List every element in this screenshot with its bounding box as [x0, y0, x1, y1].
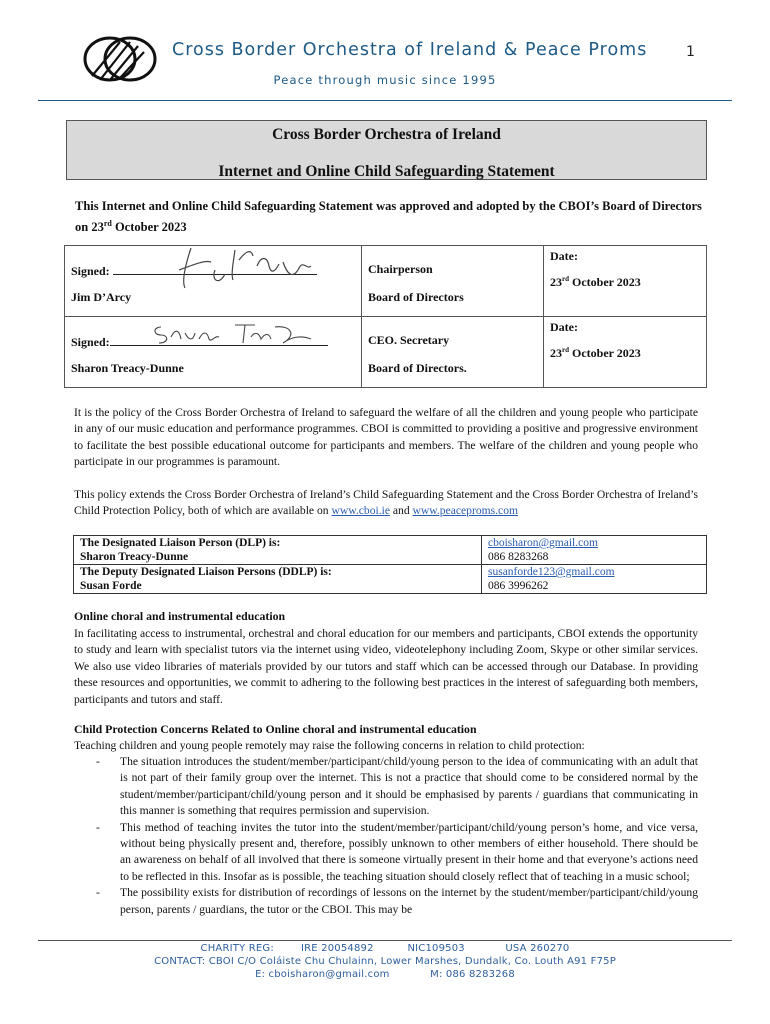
date-cell — [544, 317, 707, 388]
section-body-online-education: In facilitating access to instrumental, orchestral and choral education for our members and participants, CBOI extends the opportunity to study and learn with specialist tutors via the internet using video, videotelephony including Zoom, Skype or other similar services. We also use video libraries of materials provided by our tutors and staff which can be accessed through our Database. In providing these resources and opportunities, we commit to adhering to the following best practices in the interest of safeguarding both members, participants and tutors and staff. — [74, 627, 698, 706]
role-board: Board of Directors. — [368, 361, 467, 375]
table-row — [74, 565, 707, 594]
signatory-name: Jim D’Arcy — [71, 290, 132, 304]
role-title: CEO. Secretary — [368, 333, 450, 347]
footer-email-phone: E: cboisharon@gmail.com M: 086 8283268 — [255, 969, 515, 980]
section-heading-online-education: Online choral and instrumental education — [74, 609, 286, 623]
ddlp-phone: 086 3996262 — [488, 580, 549, 592]
signature-row — [65, 317, 707, 388]
dlp-phone: 086 8283268 — [488, 551, 549, 563]
date-cell — [544, 246, 707, 317]
signature-cell — [65, 317, 362, 388]
signature-cell — [65, 246, 362, 317]
contact-details-cell — [482, 536, 707, 565]
policy-extension-paragraph: This policy extends the Cross Border Orchestra of Ireland’s Child Safeguarding Statement and the Cross Border Orchestra of Ireland’s Child Protection Policy, both of which are available on www.cboi.ie and www.peaceproms.com — [74, 488, 698, 518]
contact-details-cell — [482, 565, 707, 594]
date-value: 23rd October 2023 — [550, 275, 641, 289]
footer-contact-address: CONTACT: CBOI C/O Coláiste Chu Chulainn, Lower Marshes, Dundalk, Co. Louth A91 F75P — [154, 956, 616, 967]
role-title: Chairperson — [368, 262, 433, 276]
peaceproms-link[interactable]: www.peaceproms.com — [412, 504, 519, 518]
role-cell — [362, 246, 544, 317]
concerns-list — [96, 754, 698, 918]
section-intro-child-protection: Teaching children and young people remotely may raise the following concerns in relation to child protection: — [74, 739, 585, 752]
list-item: - This method of teaching invites the tutor into the student/member/participant/child/young person’s home, and vice versa, without being physically present and, therefore, possibly unknown to other members of either household. There should be an awareness on behalf of all involved that there is someone virtually present in their home and that everyone’s actions need to be reflected in this. Insofar as is possible, the teaching situation should closely reflect that of teaching in a music school; — [96, 820, 698, 883]
document-title: Internet and Online Child Safeguarding Statement — [218, 163, 555, 180]
signature-image — [175, 240, 325, 304]
document-org-title: Cross Border Orchestra of Ireland — [272, 126, 501, 143]
ddlp-email-link[interactable]: susanforde123@gmail.com — [488, 566, 615, 578]
header-divider — [38, 100, 732, 101]
header-title: Cross Border Orchestra of Ireland & Peace Proms — [172, 40, 648, 60]
role-board: Board of Directors — [368, 290, 464, 304]
dlp-email-link[interactable]: cboisharon@gmail.com — [488, 537, 598, 549]
signed-label: Signed: — [71, 264, 110, 278]
contact-role-cell: The Deputy Designated Liaison Persons (DDLP) is: Susan Forde — [74, 565, 482, 594]
date-label: Date: — [550, 249, 578, 263]
signature-table — [64, 245, 707, 388]
page-number: 1 — [686, 44, 695, 60]
date-value: 23rd October 2023 — [550, 346, 641, 360]
date-label: Date: — [550, 320, 578, 334]
list-item: - The situation introduces the student/member/participant/child/young person to the idea of communicating with an adult that is not part of their family group over the internet. This is not a practice that should come to be considered normal by the student/member/participant/child/young person and it should be emphasised by parents / guardians that communicating in this manner is something that requires permission and supervision. — [96, 755, 698, 818]
table-row — [74, 536, 707, 565]
liaison-contacts-table — [73, 535, 707, 594]
footer-charity-reg: CHARITY REG: IRE 20054892 NIC109503 USA 260270 — [200, 943, 570, 954]
cboi-link[interactable]: www.cboi.ie — [331, 504, 390, 518]
policy-paragraph: It is the policy of the Cross Border Orchestra of Ireland to safeguard the welfare of all the children and young people who participate in any of our music education and performance programmes. CBOI is committed to providing a positive and progressive environment to facilitate the best possible educational outcome for participants and members. The welfare of the children and young people who participate in our programmes is paramount. — [74, 406, 698, 469]
signature-row — [65, 246, 707, 317]
list-item: - The possibility exists for distribution of recordings of lessons on the internet by the student/member/participant/child/young person, parents / guardians, the tutor or the CBOI. This may be — [96, 886, 698, 916]
section-heading-child-protection: Child Protection Concerns Related to Online choral and instrumental education — [74, 722, 477, 736]
header-subtitle: Peace through music since 1995 — [273, 73, 497, 87]
role-cell — [362, 317, 544, 388]
title-box — [66, 120, 707, 180]
contact-role-cell: The Designated Liaison Person (DLP) is: Sharon Treacy-Dunne — [74, 536, 482, 565]
approval-statement: This Internet and Online Child Safeguarding Statement was approved and adopted by the CBOI’s Board of Directors on 23rd October 2023 — [75, 199, 702, 235]
signatory-name: Sharon Treacy-Dunne — [71, 361, 184, 375]
signature-image — [151, 319, 321, 349]
footer-divider — [38, 940, 732, 941]
signed-label: Signed: — [71, 335, 110, 349]
